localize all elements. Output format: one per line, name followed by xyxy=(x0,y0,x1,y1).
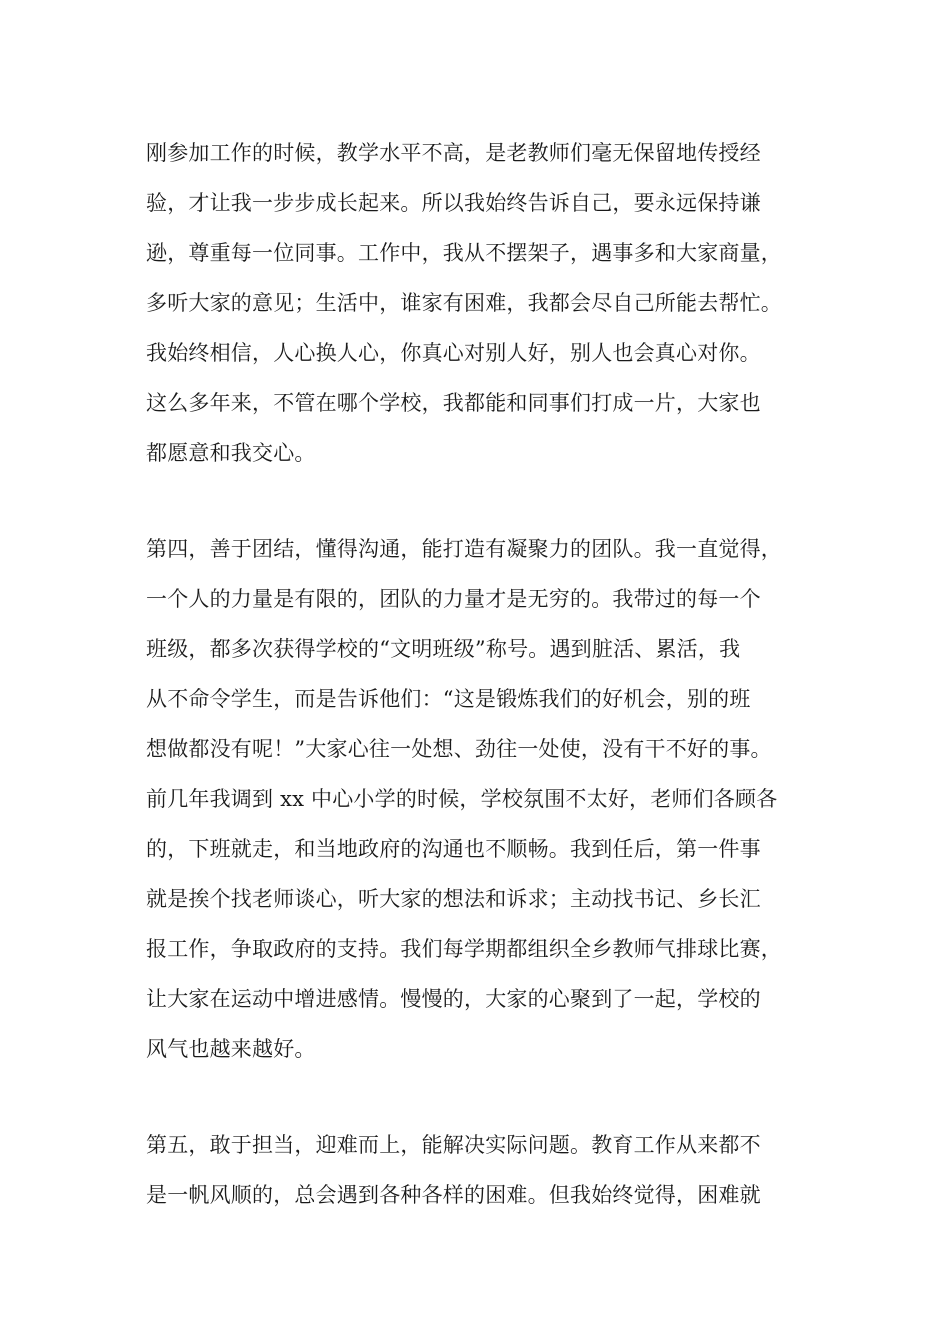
text-line: 让大家在运动中增进感情。慢慢的，大家的心聚到了一起，学校的 xyxy=(146,987,761,1011)
text-line: 就是挨个找老师谈心，听大家的想法和诉求；主动找书记、乡长汇 xyxy=(146,887,761,911)
text-line: 报工作，争取政府的支持。我们每学期都组织全乡教师气排球比赛， xyxy=(146,937,782,961)
text-line: 我始终相信，人心换人心，你真心对别人好，别人也会真心对你。 xyxy=(146,341,761,365)
text-line: 前几年我调到 xx 中心小学的时候，学校氛围不太好，老师们各顾各 xyxy=(146,787,778,811)
paragraph-colleagues xyxy=(146,128,836,478)
text-line: 想做都没有呢！”大家心往一处想、劲往一处使，没有干不好的事。 xyxy=(146,737,772,761)
text-line: 都愿意和我交心。 xyxy=(146,441,316,465)
text-line: 一个人的力量是有限的，团队的力量才是无穷的。我带过的每一个 xyxy=(146,587,761,611)
text-line: 刚参加工作的时候，教学水平不高，是老教师们毫无保留地传授经 xyxy=(146,141,761,165)
text-line: 逊，尊重每一位同事。工作中，我从不摆架子，遇事多和大家商量， xyxy=(146,241,782,265)
text-line: 从不命令学生，而是告诉他们：“这是锻炼我们的好机会，别的班 xyxy=(146,687,751,711)
text-line: 第四，善于团结，懂得沟通，能打造有凝聚力的团队。我一直觉得， xyxy=(146,537,782,561)
paragraph-teamwork xyxy=(146,524,836,1074)
text-line: 验，才让我一步步成长起来。所以我始终告诉自己，要永远保持谦 xyxy=(146,191,761,215)
text-line: 这么多年来，不管在哪个学校，我都能和同事们打成一片，大家也 xyxy=(146,391,761,415)
text-line: 是一帆风顺的，总会遇到各种各样的困难。但我始终觉得，困难就 xyxy=(146,1183,761,1207)
text-line: 第五，敢于担当，迎难而上，能解决实际问题。教育工作从来都不 xyxy=(146,1133,761,1157)
paragraph-responsibility xyxy=(146,1120,836,1220)
text-line: 的，下班就走，和当地政府的沟通也不顺畅。我到任后，第一件事 xyxy=(146,837,761,861)
text-line: 风气也越来越好。 xyxy=(146,1037,316,1061)
text-line: 班级，都多次获得学校的“文明班级”称号。遇到脏活、累活，我 xyxy=(146,637,741,661)
text-line: 多听大家的意见；生活中，谁家有困难，我都会尽自己所能去帮忙。 xyxy=(146,291,782,315)
